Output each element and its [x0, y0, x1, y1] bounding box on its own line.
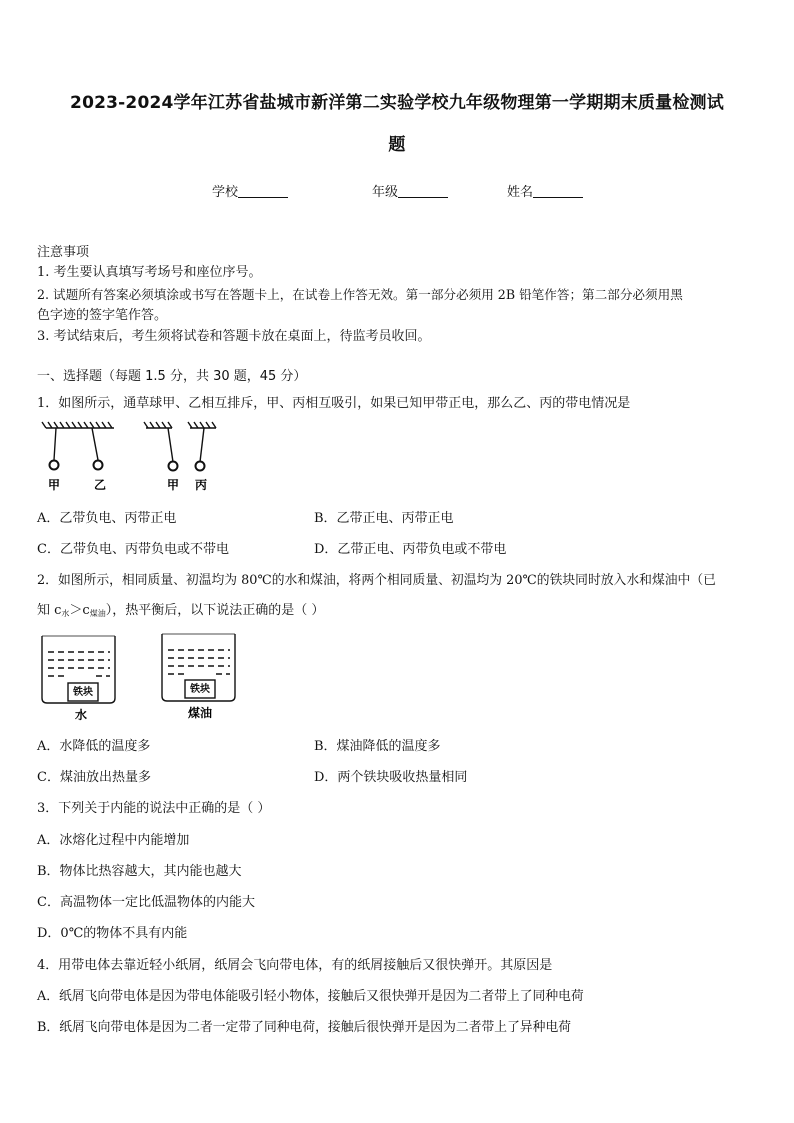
- section-heading: 一、选择题（每题 1.5 分，共 30 题，45 分）: [37, 369, 307, 384]
- school-field: [212, 181, 288, 200]
- exam-title-line1: 2023-2024学年江苏省盐城市新洋第二实验学校九年级物理第一学期期末质量检测试: [70, 93, 724, 113]
- q2-option-b[interactable]: B．煤油降低的温度多: [314, 739, 441, 754]
- ball-jia-1: [50, 461, 59, 470]
- q3-option-a[interactable]: A．冰熔化过程中内能增加: [37, 833, 190, 848]
- note-item: 1. 考生要认真填写考场号和座位序号。: [37, 265, 262, 280]
- q4-option-a[interactable]: A．纸屑飞向带电体是因为带电体能吸引轻小物体，接触后又很快弹开是因为二者带上了同种电荷: [37, 989, 584, 1004]
- label-bing: 丙: [194, 478, 208, 492]
- label-yi: 乙: [93, 478, 107, 492]
- stem-prefix: 知 c: [37, 603, 62, 618]
- q3-option-c[interactable]: C．高温物体一定比低温物体的内能大: [37, 895, 255, 910]
- label-jia-2: 甲: [166, 478, 180, 492]
- note-item: 3. 考试结束后，考生须将试卷和答题卡放在桌面上，待监考员收回。: [37, 329, 431, 344]
- q4-option-b[interactable]: B．纸屑飞向带电体是因为二者一定带了同种电荷，接触后很快弹开是因为二者带上了异种电荷: [37, 1020, 572, 1035]
- name-field: [507, 181, 583, 200]
- question-2-stem-line2: [37, 603, 324, 622]
- stem-gt: ＞c: [69, 603, 90, 618]
- q3-option-d[interactable]: D．0℃的物体不具有内能: [37, 926, 188, 941]
- q2-option-c[interactable]: C．煤油放出热量多: [37, 770, 151, 785]
- q1-option-c[interactable]: C．乙带负电、丙带负电或不带电: [37, 542, 229, 557]
- ball-bing: [196, 462, 205, 471]
- grade-label: 年级: [372, 185, 399, 200]
- subscript-water: 水: [61, 609, 70, 618]
- note-item: 2. 试题所有答案必须填涂或书写在答题卡上，在试卷上作答无效。第一部分必须用 2B 铅笔作答；第二部分必须用黑: [37, 287, 683, 302]
- q2-option-d[interactable]: D．两个铁块吸收热量相同: [314, 770, 468, 785]
- school-label: 学校: [212, 185, 239, 200]
- name-label: 姓名: [507, 185, 534, 200]
- q1-option-d[interactable]: D．乙带正电、丙带负电或不带电: [314, 542, 507, 557]
- ball-yi: [94, 461, 103, 470]
- iron-label-kerosene: 铁块: [190, 684, 210, 695]
- exam-title-line2: 题: [388, 135, 406, 155]
- label-jia-1: 甲: [47, 478, 61, 492]
- grade-field: [372, 181, 448, 200]
- notes-heading: 注意事项: [37, 245, 90, 260]
- label-kerosene: 煤油: [187, 706, 213, 720]
- question-1-stem: 1．如图所示，通草球甲、乙相互排斥，甲、丙相互吸引，如果已知甲带正电，那么乙、丙的带电情况是: [37, 396, 631, 411]
- question-3-stem: 3．下列关于内能的说法中正确的是（ ）: [37, 801, 271, 816]
- question-4-stem: 4．用带电体去靠近轻小纸屑，纸屑会飞向带电体，有的纸屑接触后又很快弹开。其原因是: [37, 958, 553, 973]
- ball-jia-2: [169, 462, 178, 471]
- q2-option-a[interactable]: A．水降低的温度多: [37, 739, 151, 754]
- iron-label-water: 铁块: [73, 687, 93, 698]
- note-item: 色字迹的签字笔作答。: [37, 308, 168, 323]
- q2-figure: [38, 630, 248, 725]
- q1-option-b[interactable]: B．乙带正电、丙带正电: [314, 511, 454, 526]
- subscript-oil: 煤油: [89, 609, 106, 618]
- school-blank[interactable]: [238, 184, 288, 198]
- q1-option-a[interactable]: A．乙带负电、丙带正电: [37, 511, 177, 526]
- question-2-stem-line1: 2．如图所示，相同质量、初温均为 80℃的水和煤油，将两个相同质量、初温均为 20℃的铁块同时放入水和煤油中（已: [37, 573, 716, 588]
- grade-blank[interactable]: [398, 184, 448, 198]
- q1-figure: [40, 420, 230, 496]
- label-water: 水: [74, 708, 88, 722]
- q3-option-b[interactable]: B．物体比热容越大，其内能也越大: [37, 864, 242, 879]
- stem-suffix: ），热平衡后，以下说法正确的是（ ）: [105, 603, 325, 618]
- name-blank[interactable]: [533, 184, 583, 198]
